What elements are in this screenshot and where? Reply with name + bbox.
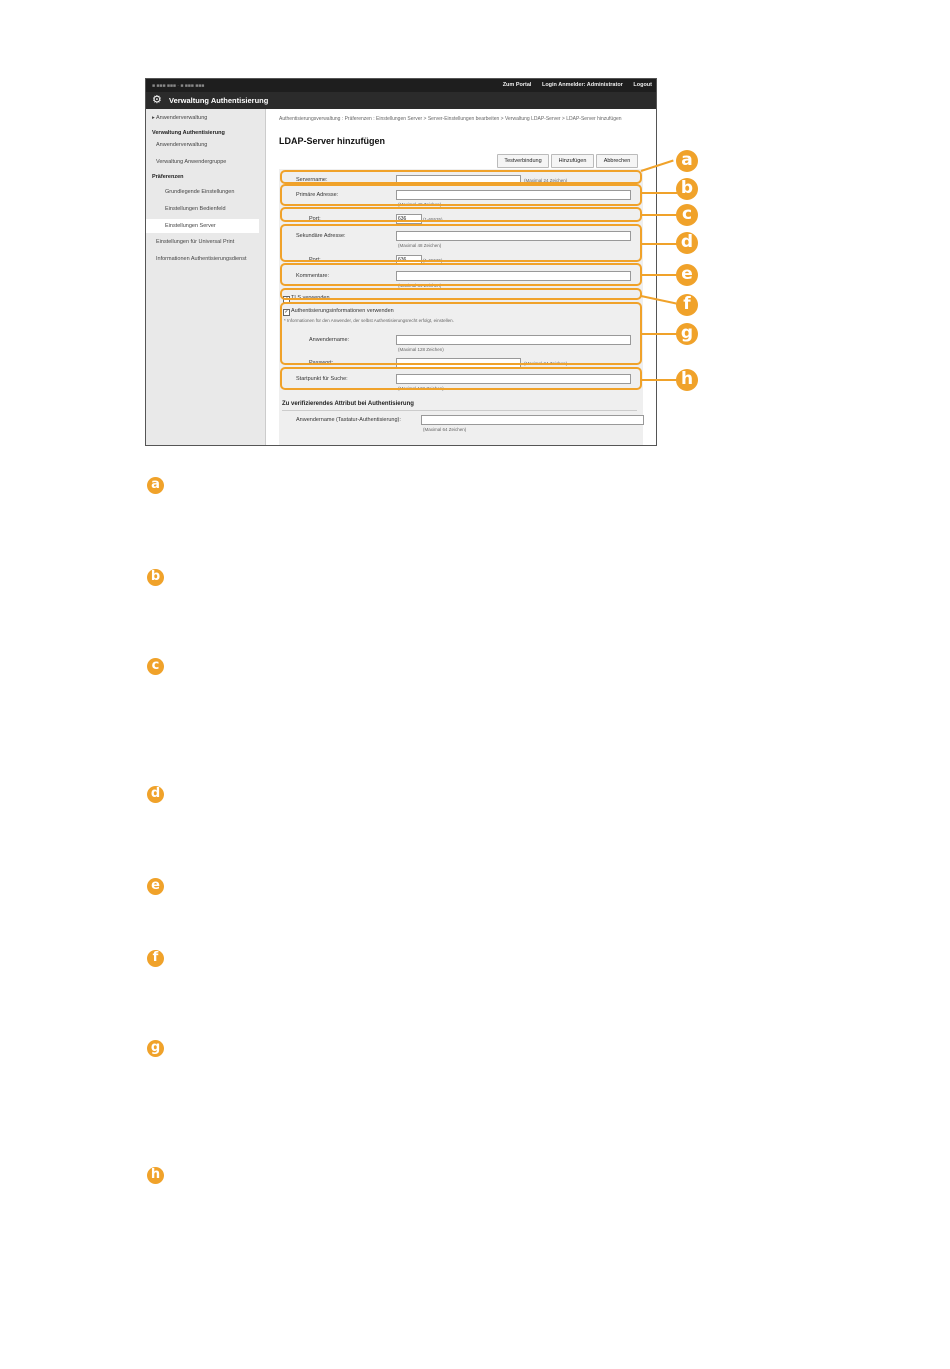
callout-frame-c — [280, 207, 642, 222]
secondary-port-label: Port: — [309, 257, 321, 263]
page-header-title: Verwaltung Authentisierung — [169, 96, 269, 105]
gear-icon: ⚙ — [152, 94, 162, 106]
callout-frame-a — [280, 170, 642, 184]
test-connection-button[interactable]: Testverbindung — [497, 154, 549, 168]
comment-hint: (Maximal 64 Zeichen) — [398, 283, 442, 288]
attr-section-title: Zu verifizierendes Attribut bei Authentisierung — [282, 401, 414, 407]
breadcrumb: Authentisierungsverwaltung : Präferenzen : Einstellungen Server > Server-Einstellungen bearbeiten > Verwaltung LDAP-Server > LDAP-Server hinzufügen — [279, 116, 622, 122]
title-bar — [146, 92, 656, 109]
callout-badge-f: f — [676, 294, 698, 316]
attr-username-label: Anwendername (Tastatur-Authentisierung): — [296, 417, 401, 423]
port-input[interactable]: 636 — [396, 214, 422, 224]
callout-line-c — [641, 214, 677, 216]
callout-badge-c: c — [676, 204, 698, 226]
callout-frame-e — [280, 263, 642, 286]
search-start-label: Startpunkt für Suche: — [296, 376, 348, 382]
secondary-address-label: Sekundäre Adresse: — [296, 233, 346, 239]
auth-info-note: * Informationen für den Anwender, der selbst Authentisierungsrecht erfolgt, einstellen. — [284, 318, 454, 323]
server-name-label: Servername: — [296, 177, 328, 183]
portal-link[interactable]: Zum Portal — [502, 82, 532, 88]
attr-username-input[interactable] — [421, 415, 644, 425]
sidebar-item-basic-settings[interactable]: Grundlegende Einstellungen — [165, 189, 235, 195]
sidebar — [146, 109, 266, 445]
callout-line-g — [641, 333, 677, 335]
callout-frame-g — [280, 302, 642, 365]
sidebar-heading-preferences: Präferenzen — [152, 174, 184, 180]
primary-address-label: Primäre Adresse: — [296, 192, 339, 198]
callout-line-e — [641, 274, 677, 276]
marker-d: d — [147, 786, 164, 803]
sidebar-heading-auth: Verwaltung Authentisierung — [152, 130, 225, 136]
sidebar-item-user-management[interactable]: ▸ Anwenderverwaltung — [152, 115, 208, 121]
secondary-address-hint: (Maximal 48 Zeichen) — [398, 243, 442, 248]
add-button[interactable]: Hinzufügen — [551, 154, 594, 168]
sidebar-item-server-settings[interactable]: Einstellungen Server — [146, 219, 259, 233]
auth-info-label: Authentisierungsinformationen verwenden — [291, 308, 394, 314]
secondary-port-hint: (1-65535) — [423, 258, 443, 263]
password-hint: (Maximal 24 Zeichen) — [524, 361, 568, 366]
secondary-port-input[interactable]: 636 — [396, 255, 422, 265]
cancel-button[interactable]: Abbrechen — [596, 154, 638, 168]
callout-badge-e: e — [676, 264, 698, 286]
comment-label: Kommentare: — [296, 273, 330, 279]
callout-frame-h — [280, 367, 642, 390]
callout-frame-d — [280, 224, 642, 262]
login-user-label: Login Anmelder: Administrator — [541, 82, 623, 88]
callout-badge-a: a — [676, 150, 698, 172]
callout-badge-g: g — [676, 323, 698, 345]
logout-link[interactable]: Logout — [633, 82, 652, 88]
callout-badge-d: d — [676, 232, 698, 254]
marker-a: a — [147, 477, 164, 494]
attr-username-hint: (Maximal 64 Zeichen) — [423, 427, 467, 432]
ui-screenshot — [145, 78, 657, 446]
callout-badge-h: h — [676, 369, 698, 391]
search-start-hint: (Maximal 128 Zeichen) — [398, 386, 444, 391]
password-label: Passwort: — [309, 360, 334, 366]
sidebar-item-auth-service-info[interactable]: Informationen Authentisierungsdienst — [156, 256, 247, 262]
sidebar-item-panel-settings[interactable]: Einstellungen Bedienfeld — [165, 206, 226, 212]
top-links — [494, 82, 652, 88]
server-name-hint: (Maximal 24 Zeichen) — [524, 178, 568, 183]
tls-label: TLS verwenden — [291, 295, 330, 301]
callout-badge-b: b — [676, 178, 698, 200]
callout-line-h — [641, 379, 677, 381]
top-bar — [146, 79, 656, 92]
sidebar-item-groups[interactable]: Verwaltung Anwendergruppe — [156, 159, 227, 165]
callout-frame-b — [280, 184, 642, 206]
primary-address-hint: (Maximal 48 Zeichen) — [398, 202, 442, 207]
sidebar-item-universal-print[interactable]: Einstellungen für Universal Print — [156, 239, 235, 245]
marker-b: b — [147, 569, 164, 586]
tls-checkbox[interactable]: ✓ — [284, 296, 289, 302]
callout-frame-f — [280, 288, 642, 300]
username-label: Anwendername: — [309, 337, 350, 343]
callout-line-b — [641, 192, 677, 194]
marker-e: e — [147, 878, 164, 895]
callout-line-d — [641, 243, 677, 245]
sidebar-item-users[interactable]: Anwenderverwaltung — [156, 142, 208, 148]
page-title: LDAP-Server hinzufügen — [279, 136, 386, 146]
marker-g: g — [147, 1040, 164, 1057]
username-hint: (Maximal 128 Zeichen) — [398, 347, 444, 352]
port-label: Port: — [309, 216, 321, 222]
section-divider — [282, 410, 637, 411]
marker-c: c — [147, 658, 164, 675]
marker-f: f — [147, 950, 164, 967]
marker-h: h — [147, 1167, 164, 1184]
port-hint: (1-65535) — [423, 217, 443, 222]
auth-info-checkbox[interactable]: ✓ — [284, 309, 289, 315]
device-crumb: ■ ■■■ ■■■ · ■ ■■■ ■■■ — [152, 83, 205, 89]
